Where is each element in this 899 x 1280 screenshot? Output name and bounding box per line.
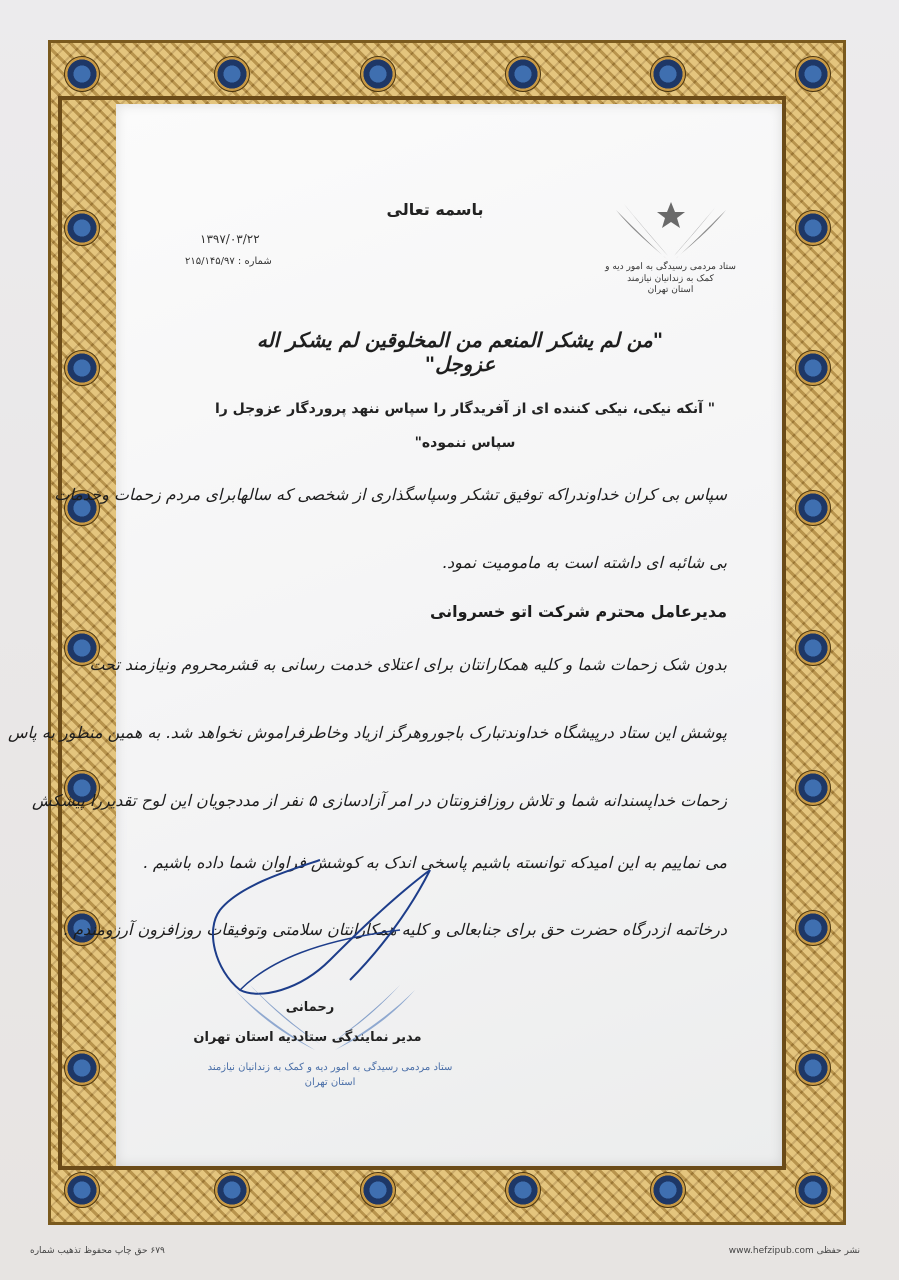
document-date: ۱۳۹۷/۰۳/۲۲ [200, 232, 260, 246]
body-line: درخاتمه ازدرگاه حضرت حق برای جنابعالی و کلیه همکارانتان سلامتی وتوفیقات روزافزون آرزومندم . [62, 920, 727, 939]
stamp-caption-line: ستاد مردمی رسیدگی به امور دیه و کمک به زندانیان نیازمند [207, 1062, 453, 1073]
recipient-line: مدیرعامل محترم شرکت اتو خسروانی [429, 602, 727, 621]
intro-line: سپاس بی کران خداوندراکه توفیق تشکر وسپاسگذاری از شخصی که سالهابرای مردم زحمات وخدمات [54, 485, 727, 504]
logo-caption-line: ستاد مردمی رسیدگی به امور دیه و کمک به زندانیان نیازمند [605, 262, 736, 284]
medallion-ornament [795, 1172, 831, 1208]
medallion-ornament [795, 350, 831, 386]
footer-copyright: ۶۷۹ حق چاپ محفوظ تذهیب شماره [30, 1246, 165, 1256]
medallion-ornament [64, 1050, 100, 1086]
medallion-ornament [505, 1172, 541, 1208]
body-line: پوشش این ستاد درپیشگاه خداوندتبارک باجوروهرگز ازیاد وخاطرفراموش نخواهد شد. به همین منظور به پاس [7, 723, 727, 742]
medallion-ornament [360, 56, 396, 92]
medallion-ornament [214, 56, 250, 92]
document-number: شماره : ۲۱۵/۱۴۵/۹۷ [185, 256, 272, 267]
medallion-ornament [795, 770, 831, 806]
stamp-caption-line: استان تهران [304, 1077, 356, 1088]
quote-line: سپاس ننموده" [414, 434, 516, 451]
medallion-ornament [650, 56, 686, 92]
medallion-ornament [64, 1172, 100, 1208]
medallion-ornament [64, 210, 100, 246]
medallion-ornament [795, 910, 831, 946]
body-line: می نماییم به این امیدکه توانسته باشیم پاسخی اندک به کوشش فراوان شما داده باشیم . [142, 853, 727, 872]
medallion-ornament [795, 1050, 831, 1086]
quote-line: " آنکه نیکی، نیکی کننده ای از آفریدگار را سپاس ننهد پروردگار عزوجل را [214, 401, 716, 417]
body-line: زحمات خداپسندانه شما و تلاش روزافزونتان در امر آزادسازی ۵ نفر از مددجویان این لوح تقدیررا پیشکش [31, 791, 727, 810]
medallion-ornament [650, 1172, 686, 1208]
medallion-ornament [795, 630, 831, 666]
intro-line: بی شائبه ای داشته است به مامومیت نمود. [441, 553, 727, 572]
medallion-ornament [795, 56, 831, 92]
logo-caption-line: استان تهران [647, 285, 694, 296]
medallion-ornament [214, 1172, 250, 1208]
medallion-ornament [360, 1172, 396, 1208]
medallion-ornament [795, 490, 831, 526]
page-title: باسمه تعالی [386, 200, 484, 219]
medallion-ornament [64, 350, 100, 386]
stamp-caption [205, 1060, 455, 1090]
medallion-ornament [64, 56, 100, 92]
verse-heading: "من لم یشکر المنعم من المخلوقین لم یشکر اله عزوجل" [256, 328, 664, 376]
signatory-title: مدیر نمایندگی ستاددیه استان تهران [193, 1030, 422, 1045]
body-line: بدون شک زحمات شما و کلیه همکارانتان برای اعتلای خدمت رسانی به قشرمحروم ونیازمند تحت [89, 655, 727, 674]
footer-publisher: www.hefzipub.com نشر حفظی [728, 1246, 860, 1256]
logo-caption [598, 262, 743, 297]
medallion-ornament [505, 56, 541, 92]
quote-block [200, 393, 730, 460]
signatory-name: رحمانی [285, 1000, 335, 1015]
medallion-ornament [795, 210, 831, 246]
